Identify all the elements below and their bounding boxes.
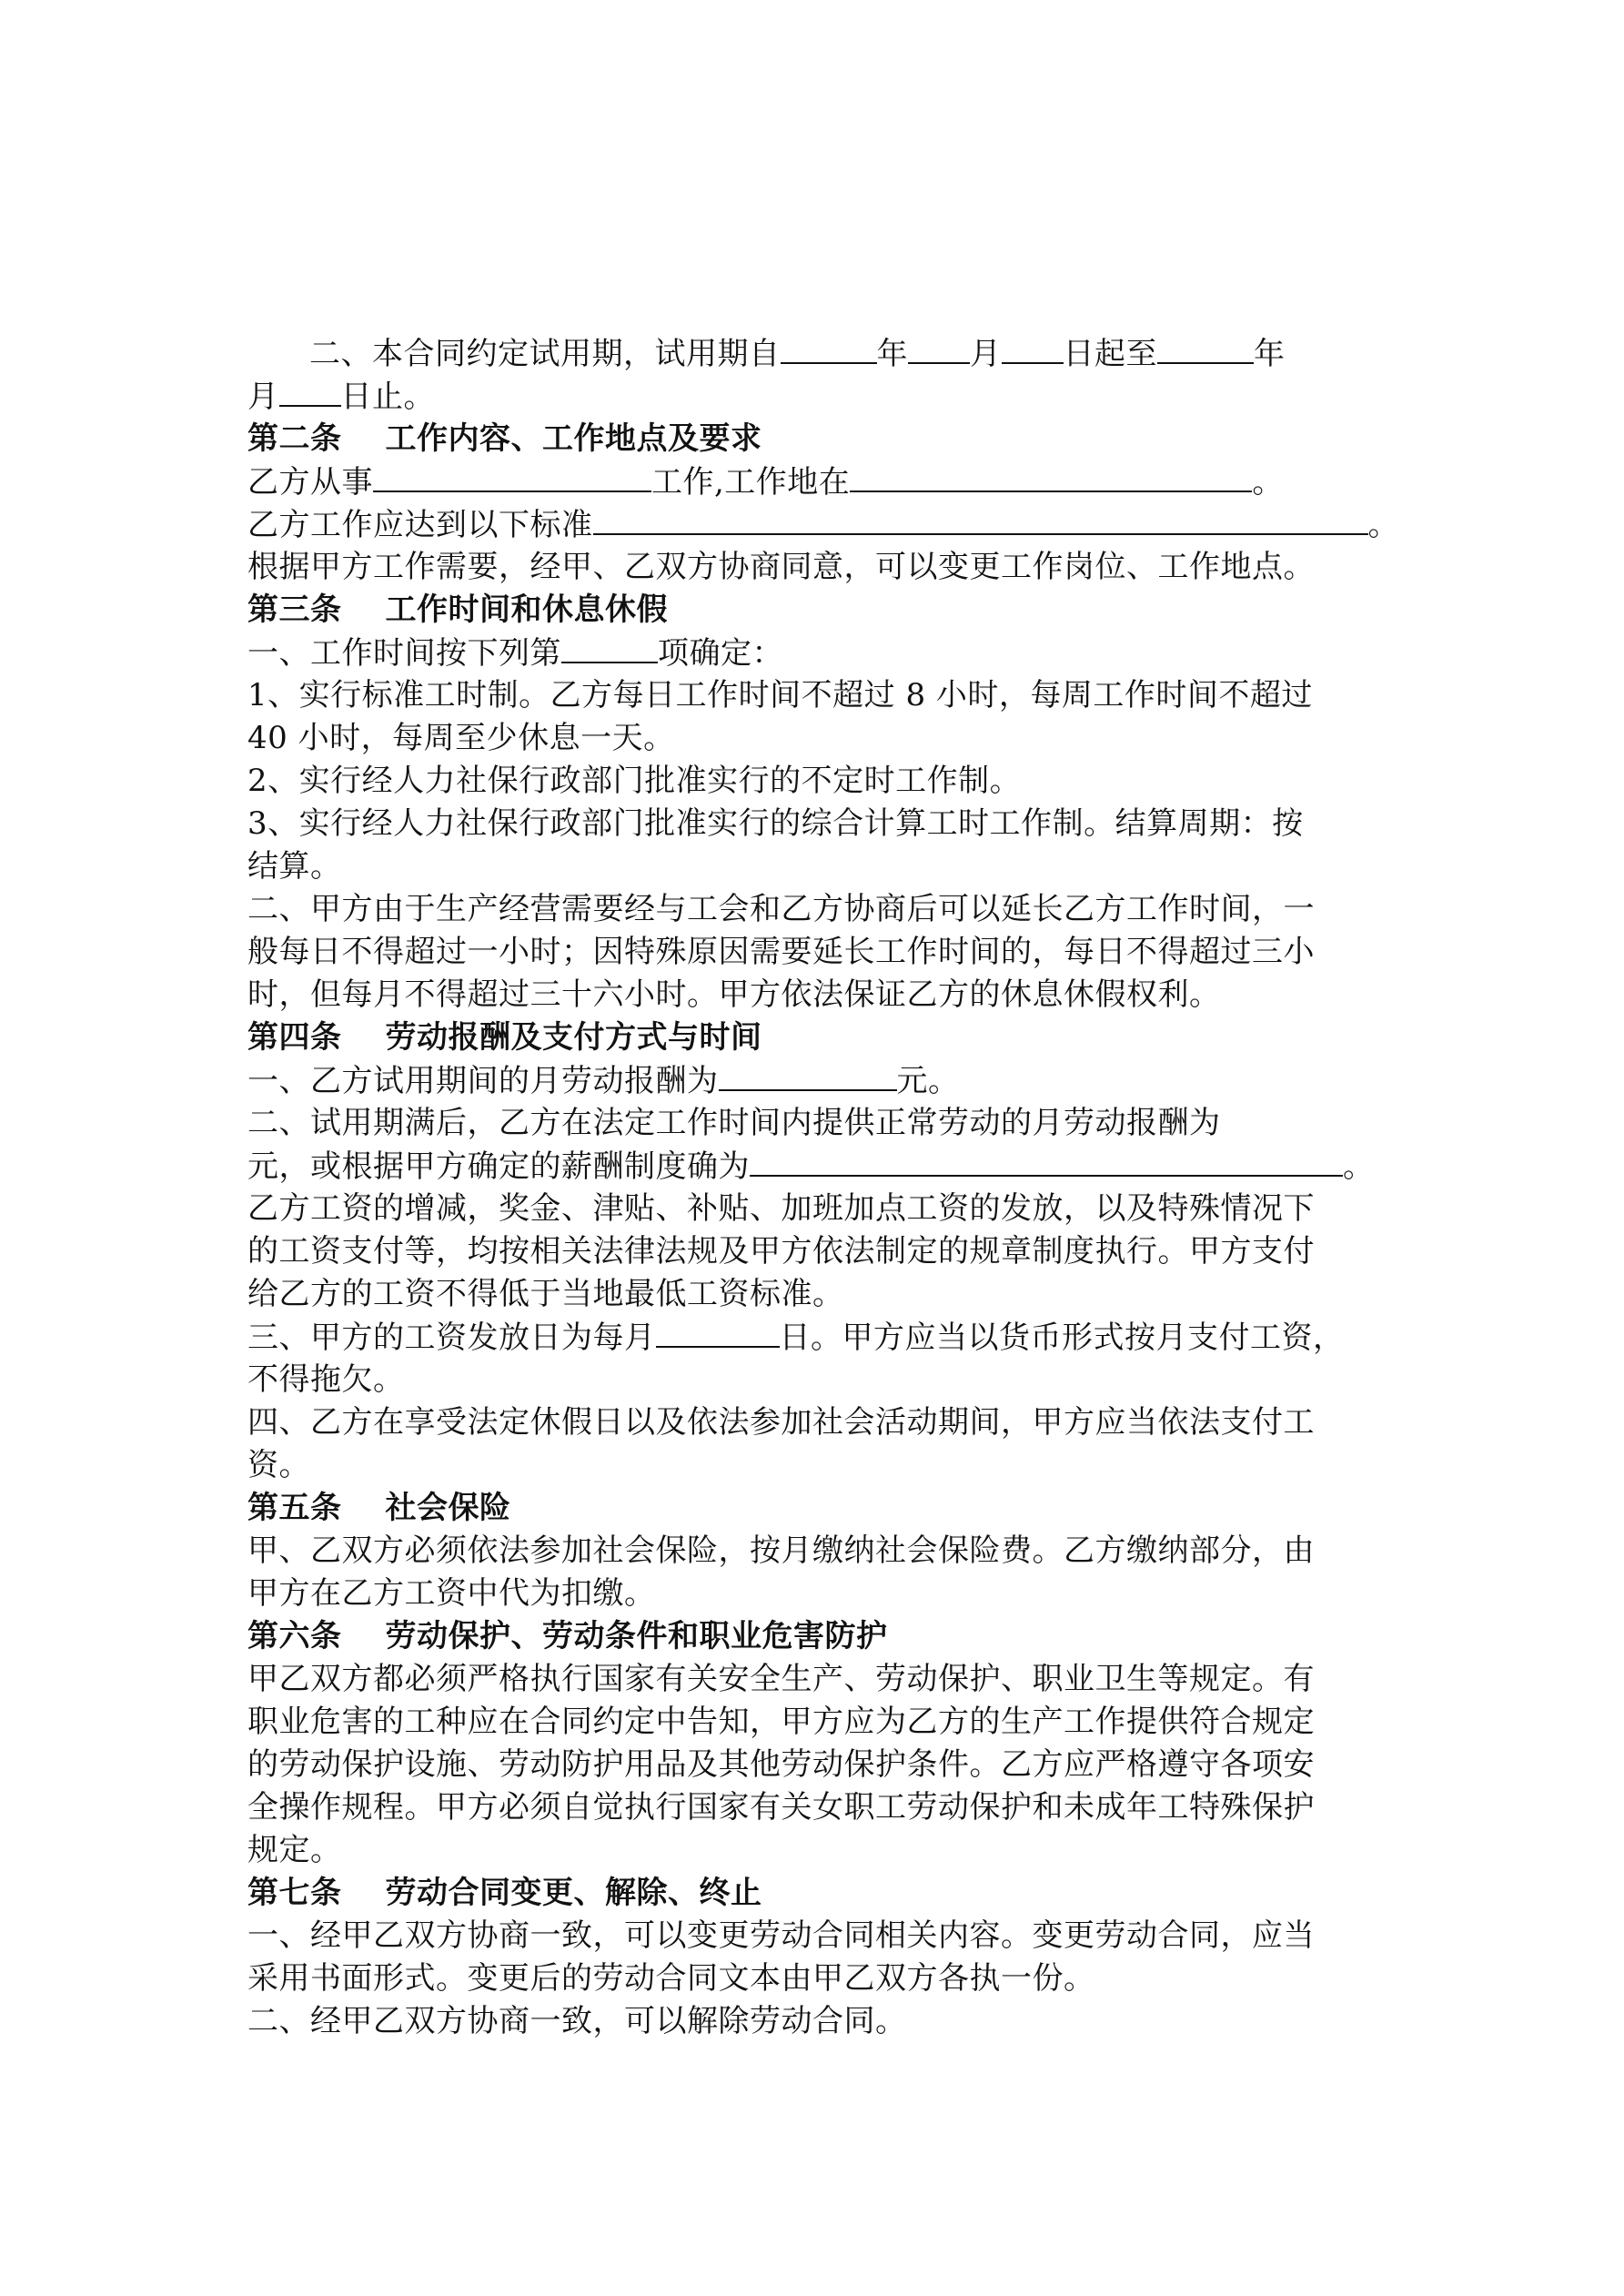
paragraph-line: 不得拖欠。	[247, 1361, 405, 1398]
probation-pay-label: 一、乙方试用期间的月劳动报酬为	[247, 1063, 719, 1099]
location-label: 工作,工作地在	[651, 464, 851, 501]
paragraph-line: 的工资支付等，均按相关法律法规及甲方依法制定的规章制度执行。甲方支付	[247, 1233, 1315, 1269]
paragraph-line: 给乙方的工资不得低于当地最低工资标准。	[247, 1276, 844, 1312]
paragraph-line: 3、实行经人力社保行政部门批准实行的综合计算工时工作制。结算周期：按	[247, 805, 1304, 842]
article-7-heading	[247, 1873, 762, 1913]
paragraph-line: 根据甲方工作需要，经甲、乙双方协商同意，可以变更工作岗位、工作地点。	[247, 549, 1315, 585]
work-hours-option-blank[interactable]	[561, 632, 658, 663]
paragraph-line: 职业危害的工种应在合同约定中告知，甲方应为乙方的生产工作提供符合规定	[247, 1704, 1315, 1740]
start-day-blank[interactable]	[1002, 333, 1064, 364]
work-location-blank[interactable]	[850, 461, 1252, 492]
paragraph-line: 规定。	[247, 1832, 342, 1868]
article-number: 第三条	[247, 592, 342, 628]
job-type-blank[interactable]	[373, 461, 651, 492]
paragraph-line: 乙方工资的增减，奖金、津贴、补贴、加班加点工资的发放，以及特殊情况下	[247, 1190, 1315, 1227]
article-number: 第五条	[247, 1490, 342, 1526]
paragraph-line: 甲、乙双方必须依法参加社会保险，按月缴纳社会保险费。乙方缴纳部分，由	[247, 1532, 1315, 1569]
end-day-label: 日止。	[340, 379, 435, 415]
currency-label: 元。	[896, 1063, 960, 1099]
article-4-heading	[247, 1017, 762, 1057]
article-number: 第四条	[247, 1019, 342, 1056]
paragraph-line: 1、实行标准工时制。乙方每日工作时间不超过 8 小时，每周工作时间不超过	[247, 677, 1313, 713]
paragraph-line: 结算。	[247, 848, 342, 885]
paragraph-line: 般每日不得超过一小时；因特殊原因需要延长工作时间的，每日不得超过三小	[247, 934, 1315, 970]
job-location-line	[247, 461, 1284, 502]
work-standard-line	[247, 504, 1399, 545]
paragraph-line: 甲乙双方都必须严格执行国家有关安全生产、劳动保护、职业卫生等规定。有	[247, 1661, 1315, 1697]
article-5-heading	[247, 1488, 511, 1528]
paragraph-line: 采用书面形式。变更后的劳动合同文本由甲乙双方各执一份。	[247, 1960, 1095, 1997]
standard-label: 乙方工作应达到以下标准	[247, 507, 593, 543]
article-title: 劳动报酬及支付方式与时间	[385, 1019, 762, 1056]
paragraph-line: 二、经甲乙双方协商一致，可以解除劳动合同。	[247, 2003, 907, 2039]
start-month-blank[interactable]	[908, 333, 970, 364]
article-2-heading	[247, 419, 762, 459]
paragraph-line: 的劳动保护设施、劳动防护用品及其他劳动保护条件。乙方应严格遵守各项安	[247, 1746, 1315, 1783]
article-3-heading	[247, 590, 668, 630]
pay-day-suffix: 日。甲方应当以货币形式按月支付工资，	[779, 1320, 1345, 1356]
paragraph-line: 二、试用期满后，乙方在法定工作时间内提供正常劳动的月劳动报酬为	[247, 1105, 1221, 1141]
option-label: 一、工作时间按下列第	[247, 635, 561, 672]
article-title: 劳动保护、劳动条件和职业危害防护	[385, 1618, 888, 1654]
pay-day-blank[interactable]	[656, 1317, 780, 1348]
option-suffix: 项确定：	[658, 635, 783, 672]
paragraph-line: 二、甲方由于生产经营需要经与工会和乙方协商后可以延长乙方工作时间，一	[247, 891, 1315, 927]
paragraph-line: 2、实行经人力社保行政部门批准实行的不定时工作制。	[247, 763, 1022, 799]
paragraph-line: 四、乙方在享受法定休假日以及依法参加社会活动期间，甲方应当依法支付工	[247, 1404, 1315, 1441]
probation-period-line-2	[247, 376, 435, 417]
salary-system-blank[interactable]	[750, 1146, 1343, 1177]
paragraph-line: 全操作规程。甲方必须自觉执行国家有关女职工劳动保护和未成年工特殊保护	[247, 1789, 1315, 1826]
month-label: 月	[247, 379, 279, 415]
paragraph-line: 甲方在乙方工资中代为扣缴。	[247, 1575, 656, 1612]
paragraph-line: 时，但每月不得超过三十六小时。甲方依法保证乙方的休息休假权利。	[247, 976, 1221, 1013]
month-label: 月	[970, 336, 1002, 372]
probation-pay-line	[247, 1060, 960, 1101]
article-title: 劳动合同变更、解除、终止	[385, 1875, 762, 1911]
year-label: 年	[876, 336, 908, 372]
until-label: 日起至	[1063, 336, 1157, 372]
start-year-blank[interactable]	[781, 333, 877, 364]
year-label: 年	[1254, 336, 1286, 372]
paragraph-line: 资。	[247, 1447, 310, 1483]
paragraph-line: 40 小时，每周至少休息一天。	[247, 720, 675, 756]
job-label: 乙方从事	[247, 464, 373, 501]
article-number: 第六条	[247, 1618, 342, 1654]
salary-system-line	[247, 1146, 1375, 1187]
probation-period-line	[309, 333, 1286, 374]
work-standard-blank[interactable]	[593, 504, 1368, 535]
probation-pay-blank[interactable]	[719, 1060, 897, 1091]
work-hours-option-line	[247, 632, 783, 673]
probation-text: 二、本合同约定试用期，试用期自	[309, 336, 781, 372]
pay-day-line	[247, 1317, 1345, 1358]
salary-system-label: 元，或根据甲方确定的薪酬制度确为	[247, 1148, 750, 1185]
period: 。	[1252, 464, 1284, 501]
article-number: 第二条	[247, 420, 342, 457]
pay-day-label: 三、甲方的工资发放日为每月	[247, 1320, 656, 1356]
paragraph-line: 一、经甲乙双方协商一致，可以变更劳动合同相关内容。变更劳动合同，应当	[247, 1917, 1315, 1954]
article-title: 工作时间和休息休假	[385, 592, 668, 628]
period: 。	[1343, 1148, 1375, 1185]
end-year-blank[interactable]	[1157, 333, 1254, 364]
article-title: 工作内容、工作地点及要求	[385, 420, 762, 457]
article-title: 社会保险	[385, 1490, 511, 1526]
article-number: 第七条	[247, 1875, 342, 1911]
article-6-heading	[247, 1616, 888, 1656]
period: 。	[1367, 507, 1399, 543]
end-month-blank[interactable]	[279, 376, 341, 407]
